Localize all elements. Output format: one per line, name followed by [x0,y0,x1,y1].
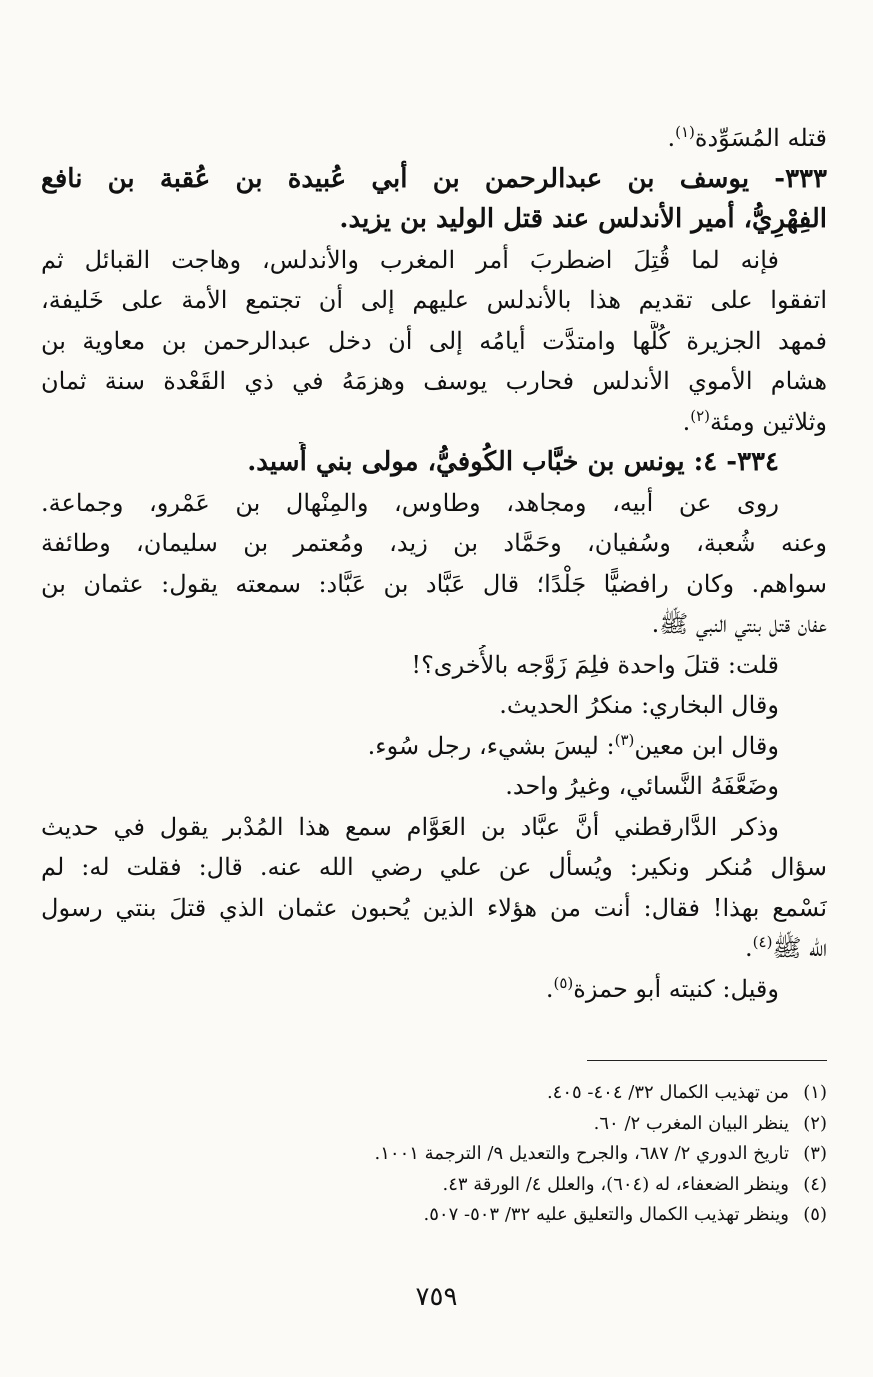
footnote-ref[interactable]: (٢) [690,406,711,425]
entry-333-heading-cont: الفِهْرِيُّ، أمير الأندلس عند قتل الوليد بن يزيد. [339,204,827,234]
paragraph-line: قلت: قتلَ واحدة فلِمَ زَوَّجه بالأُخرى؟! [411,650,779,679]
paragraph-line: عفان قتل بنتي النبي ﷺ. [651,610,827,638]
entry-333-heading: ٣٣٣- يوسف بن عبدالرحمن بن أبي عُبيدة بن عُقبة بن نافع [41,163,827,194]
paragraph-line: نَسْمع بهذا! فقال: أنت من هؤلاء الذين يُحبون عثمان الذي قتلَ بنتي رسول [41,893,827,922]
footnote-number: (١) [803,1082,827,1103]
body-text [41,118,827,1009]
footnote-number: (٤) [803,1173,827,1195]
footnote-number: (٣) [803,1143,827,1164]
paragraph-line: سواهم. وكان رافضيًّا جَلْدًا؛ قال عَبَّاد بن عَبَّاد: سمعته يقول: عثمان بن [41,569,827,598]
footnote-text: وينظر الضعفاء، له (٦٠٤)، والعلل ٤/ الورقة ٤٣. [442,1173,789,1195]
paragraph-line: وثلاثين ومئة$^{(٢)}$. [682,406,827,436]
entry-334-heading: ٣٣٤- ٤: يونس بن خبَّاب الكُوفيُّ، مولى بني أُسيد. [247,447,779,477]
page-number: ٧٥٩ [415,1282,458,1312]
footnote-separator [587,1060,827,1061]
footnote-ref[interactable]: (٣) [614,730,635,749]
paragraph-line: وقال البخاري: منكرُ الحديث. [499,691,779,719]
footnote-item [41,1078,827,1109]
paragraph-line: الله ﷺ$^{(٤)}$. [745,933,827,962]
footnote-item [41,1109,827,1140]
footnote-item [41,1139,827,1170]
paragraph-line: وقيل: كنيته أبو حمزة$^{(٥)}$. [545,973,779,1003]
footnotes [41,1078,827,1231]
footnote-ref[interactable]: (٤) [752,933,773,951]
line-continuation: قتله المُسَوِّدة$^{(١)}$. [667,123,827,152]
paragraph-line: سؤال مُنكر ونكير: ويُسأل عن علي رضي الله عنه. قال: فقلت له: لم [41,853,827,881]
footnote-number: (٥) [803,1204,827,1225]
footnote-text: وينظر تهذيب الكمال والتعليق عليه ٣٢/ ٥٠٣- ٥٠٧. [423,1204,789,1225]
paragraph-line: وقال ابن معين$^{(٣)}$: ليسَ بشيء، رجل سُوء. [367,730,779,760]
footnote-number: (٢) [803,1112,827,1134]
paragraph-line: فمهد الجزيرة كُلَّها وامتدَّت أيامُه إلى أن دخل عبدالرحمن بن معاوية بن [41,326,827,355]
paragraph-line: وعنه شُعبة، وسُفيان، وحَمَّاد بن زيد، ومُعتمر بن سليمان، وطائفة [41,529,827,557]
footnote-text: ينظر البيان المغرب ٢/ ٦٠. [593,1112,789,1134]
paragraph-line: هشام الأموي الأندلس فحارب يوسف وهزمَهُ في ذي القَعْدة سنة ثمان [41,367,827,395]
paragraph-line: اتفقوا على تقديم هذا بالأندلس عليهم إلى أن تجتمع الأمة على خَليفة، [41,286,827,314]
paragraph-line: وذكر الدَّارقطني أنَّ عبَّاد بن العَوَّام سمع هذا المُدْبر يقول في حديث [41,812,779,841]
paragraph-line: وضَعَّفَهُ النَّسائي، وغيرُ واحد. [505,772,779,800]
footnote-text: تاريخ الدوري ٢/ ٦٨٧، والجرح والتعديل ٩/ الترجمة ١٠٠١. [374,1143,789,1164]
footnote-text: من تهذيب الكمال ٣٢/ ٤٠٤- ٤٠٥. [546,1082,789,1103]
footnote-ref[interactable]: (٥) [553,973,574,992]
paragraph-line: فإنه لما قُتِلَ اضطربَ أمر المغرب والأندلس، وهاجت القبائل ثم [41,245,779,274]
paragraph-line: روى عن أبيه، ومجاهد، وطاوس، والمِنْهال بن عَمْرو، وجماعة. [41,488,779,517]
footnote-item [41,1200,827,1231]
footnote-ref[interactable]: (١) [675,123,695,141]
footnote-item [41,1170,827,1201]
